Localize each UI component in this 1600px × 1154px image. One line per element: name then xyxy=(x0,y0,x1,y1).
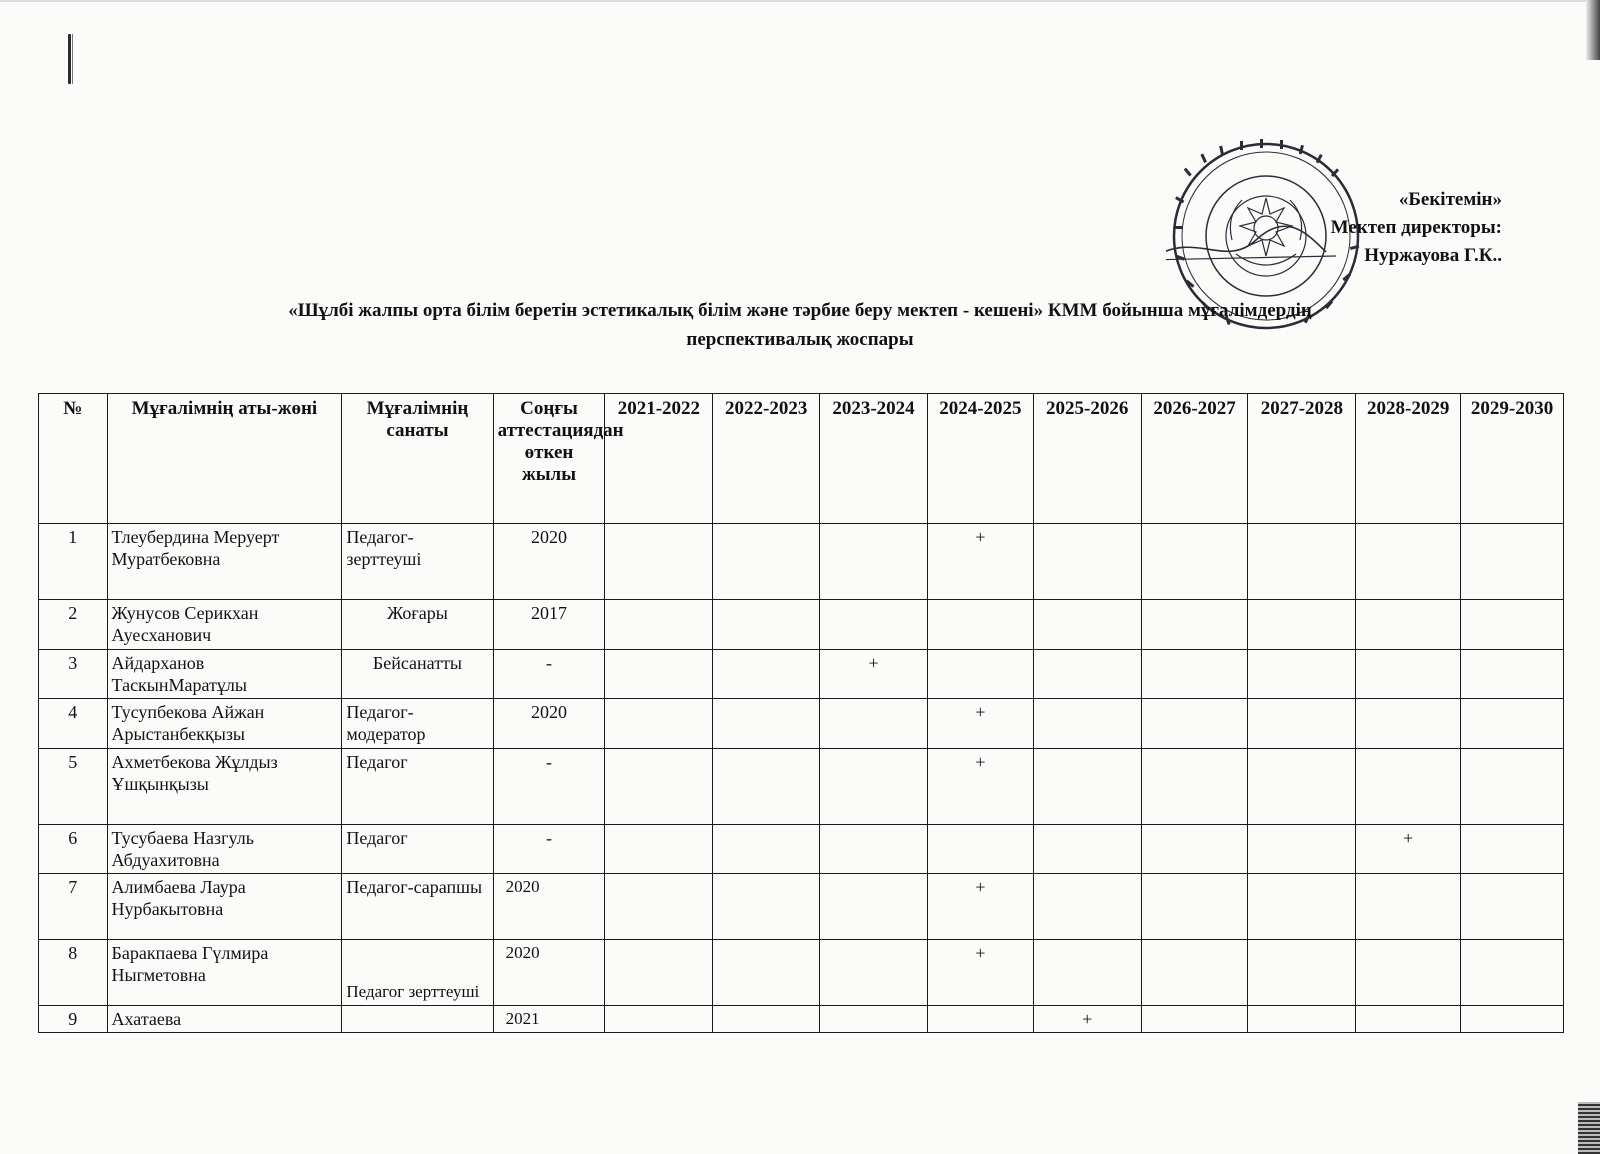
header-cell: 2021-2022 xyxy=(605,394,713,524)
plan-year-mark xyxy=(1141,524,1248,600)
table-row xyxy=(39,940,1564,1006)
teacher-category: Жоғары xyxy=(342,600,493,650)
plan-year-mark xyxy=(1248,749,1356,825)
plan-year-mark xyxy=(1033,600,1141,650)
plan-year-mark xyxy=(820,749,928,825)
plan-year-mark xyxy=(1248,524,1356,600)
table-row xyxy=(39,524,1564,600)
plan-year-mark xyxy=(605,600,713,650)
row-number: 8 xyxy=(39,940,108,1006)
plan-year-mark xyxy=(1141,650,1248,699)
last-attestation-year: - xyxy=(493,749,605,825)
plan-year-mark xyxy=(820,600,928,650)
plan-year-mark xyxy=(927,600,1033,650)
plan-year-mark xyxy=(1033,650,1141,699)
plan-year-mark xyxy=(713,874,820,940)
teacher-category: Педагог xyxy=(342,749,493,825)
teacher-name: Тлеубердина Меруерт Муратбековна xyxy=(107,524,342,600)
plan-year-mark xyxy=(1248,1006,1356,1033)
last-attestation-year: 2017 xyxy=(493,600,605,650)
scan-corner-mark xyxy=(1578,1102,1600,1154)
plan-year-mark: + xyxy=(1033,1006,1141,1033)
header-cell: 2026-2027 xyxy=(1141,394,1248,524)
plan-year-mark xyxy=(1248,874,1356,940)
teacher-category: Педагог-зерттеуші xyxy=(342,524,493,600)
plan-year-mark xyxy=(1356,749,1461,825)
plan-year-mark xyxy=(820,825,928,874)
plan-year-mark xyxy=(1248,650,1356,699)
table-header-row xyxy=(39,394,1564,524)
plan-year-mark xyxy=(820,940,928,1006)
row-number: 6 xyxy=(39,825,108,874)
header-cell: 2029-2030 xyxy=(1461,394,1564,524)
scan-top-edge xyxy=(0,0,1600,2)
plan-year-mark xyxy=(605,524,713,600)
plan-year-mark xyxy=(1356,1006,1461,1033)
plan-year-mark xyxy=(1248,600,1356,650)
title-line-1: «Шұлбі жалпы орта білім беретін эстетикалық білім және тәрбие беру мектеп - кешені» КММ бойынша мұғалімдердің xyxy=(288,300,1312,321)
plan-year-mark xyxy=(1141,874,1248,940)
plan-year-mark xyxy=(1248,825,1356,874)
plan-year-mark: + xyxy=(820,650,928,699)
plan-year-mark xyxy=(820,524,928,600)
title-line-2: перспективалық жоспары xyxy=(686,329,914,350)
approval-heading: «Бекітемін» xyxy=(1398,189,1502,210)
teacher-category: Бейсанатты xyxy=(342,650,493,699)
last-attestation-year: 2020 xyxy=(493,699,605,749)
plan-year-mark: + xyxy=(927,874,1033,940)
plan-year-mark xyxy=(1356,874,1461,940)
plan-year-mark xyxy=(605,699,713,749)
header-cell: Мұғалімнің санаты xyxy=(342,394,493,524)
plan-year-mark xyxy=(1461,874,1564,940)
plan-year-mark xyxy=(927,825,1033,874)
approval-director-name: Нуржауова Г.К.. xyxy=(1364,245,1502,266)
header-cell: 2028-2029 xyxy=(1356,394,1461,524)
teachers-plan-table xyxy=(38,393,1564,1033)
document-title xyxy=(0,296,1600,354)
plan-year-mark xyxy=(713,940,820,1006)
teacher-name: Ахметбекова Жұлдыз Ұшқынқызы xyxy=(107,749,342,825)
plan-year-mark xyxy=(1461,650,1564,699)
plan-year-mark: + xyxy=(927,940,1033,1006)
plan-year-mark: + xyxy=(927,749,1033,825)
row-number: 9 xyxy=(39,1006,108,1033)
plan-year-mark xyxy=(927,1006,1033,1033)
plan-year-mark xyxy=(605,650,713,699)
plan-year-mark xyxy=(1141,699,1248,749)
plan-year-mark xyxy=(1461,699,1564,749)
table-body xyxy=(39,524,1564,1033)
header-cell: 2025-2026 xyxy=(1033,394,1141,524)
teacher-category xyxy=(342,1006,493,1033)
approval-position: Мектеп директоры: xyxy=(1330,217,1502,238)
row-number: 1 xyxy=(39,524,108,600)
plan-year-mark xyxy=(1033,825,1141,874)
plan-year-mark xyxy=(1356,650,1461,699)
plan-year-mark xyxy=(713,1006,820,1033)
teacher-category: Педагог xyxy=(342,825,493,874)
plan-year-mark xyxy=(1461,1006,1564,1033)
table-row xyxy=(39,874,1564,940)
plan-year-mark xyxy=(1356,940,1461,1006)
scan-right-edge xyxy=(1586,0,1600,60)
table-row xyxy=(39,699,1564,749)
header-cell: 2024-2025 xyxy=(927,394,1033,524)
header-cell: Мұғалімнің аты-жөні xyxy=(107,394,342,524)
plan-year-mark xyxy=(713,524,820,600)
plan-year-mark xyxy=(713,825,820,874)
plan-year-mark xyxy=(1033,524,1141,600)
plan-year-mark xyxy=(1033,749,1141,825)
plan-year-mark xyxy=(605,940,713,1006)
table-row xyxy=(39,650,1564,699)
header-cell: № xyxy=(39,394,108,524)
plan-year-mark xyxy=(820,699,928,749)
table-row xyxy=(39,825,1564,874)
teacher-category: Педагог-сарапшы xyxy=(342,874,493,940)
plan-year-mark xyxy=(1141,940,1248,1006)
plan-year-mark xyxy=(1033,940,1141,1006)
teacher-name: Баракпаева Гүлмира Ныгметовна xyxy=(107,940,342,1006)
plan-year-mark: + xyxy=(927,699,1033,749)
last-attestation-year: 2020 xyxy=(493,524,605,600)
teacher-name: Айдарханов ТаскынМаратұлы xyxy=(107,650,342,699)
plan-year-mark: + xyxy=(927,524,1033,600)
plan-year-mark xyxy=(1356,699,1461,749)
plan-year-mark xyxy=(1033,699,1141,749)
plan-year-mark xyxy=(1461,749,1564,825)
plan-year-mark xyxy=(1141,600,1248,650)
plan-year-mark xyxy=(1141,825,1248,874)
row-number: 7 xyxy=(39,874,108,940)
last-attestation-year: - xyxy=(493,825,605,874)
table-row xyxy=(39,749,1564,825)
plan-year-mark xyxy=(1461,825,1564,874)
plan-year-mark xyxy=(820,1006,928,1033)
plan-year-mark xyxy=(713,699,820,749)
row-number: 4 xyxy=(39,699,108,749)
row-number: 5 xyxy=(39,749,108,825)
plan-year-mark: + xyxy=(1356,825,1461,874)
plan-year-mark xyxy=(605,1006,713,1033)
plan-year-mark xyxy=(1248,699,1356,749)
row-number: 2 xyxy=(39,600,108,650)
table-row xyxy=(39,600,1564,650)
approval-block xyxy=(1331,186,1502,270)
plan-year-mark xyxy=(1141,749,1248,825)
scan-mark-shadow xyxy=(72,34,73,84)
teacher-name: Тусубаева Назгуль Абдуахитовна xyxy=(107,825,342,874)
plan-year-mark xyxy=(820,874,928,940)
last-attestation-year: 2020 xyxy=(493,874,605,940)
plan-year-mark xyxy=(1461,524,1564,600)
header-cell: 2027-2028 xyxy=(1248,394,1356,524)
plan-year-mark xyxy=(1141,1006,1248,1033)
last-attestation-year: 2021 xyxy=(493,1006,605,1033)
plan-year-mark xyxy=(1356,524,1461,600)
plan-year-mark xyxy=(713,600,820,650)
plan-year-mark xyxy=(713,650,820,699)
table-row xyxy=(39,1006,1564,1033)
teacher-name: Тусупбекова Айжан Арыстанбекқызы xyxy=(107,699,342,749)
teacher-category: Педагог-модератор xyxy=(342,699,493,749)
header-cell: Соңғы аттестациядан өткен жылы xyxy=(493,394,605,524)
plan-year-mark xyxy=(605,825,713,874)
teacher-name: Ахатаева xyxy=(107,1006,342,1033)
plan-year-mark xyxy=(1461,600,1564,650)
header-cell: 2022-2023 xyxy=(713,394,820,524)
scan-mark xyxy=(68,34,71,84)
plan-year-mark xyxy=(1033,874,1141,940)
header-cell: 2023-2024 xyxy=(820,394,928,524)
last-attestation-year: 2020 xyxy=(493,940,605,1006)
plan-year-mark xyxy=(1248,940,1356,1006)
row-number: 3 xyxy=(39,650,108,699)
teacher-name: Алимбаева Лаура Нурбакытовна xyxy=(107,874,342,940)
plan-year-mark xyxy=(713,749,820,825)
teacher-category: Педагог зерттеуші xyxy=(342,940,493,1006)
plan-year-mark xyxy=(605,874,713,940)
plan-year-mark xyxy=(605,749,713,825)
teacher-name: Жунусов Серикхан Ауесханович xyxy=(107,600,342,650)
plan-year-mark xyxy=(927,650,1033,699)
plan-year-mark xyxy=(1461,940,1564,1006)
last-attestation-year: - xyxy=(493,650,605,699)
plan-year-mark xyxy=(1356,600,1461,650)
